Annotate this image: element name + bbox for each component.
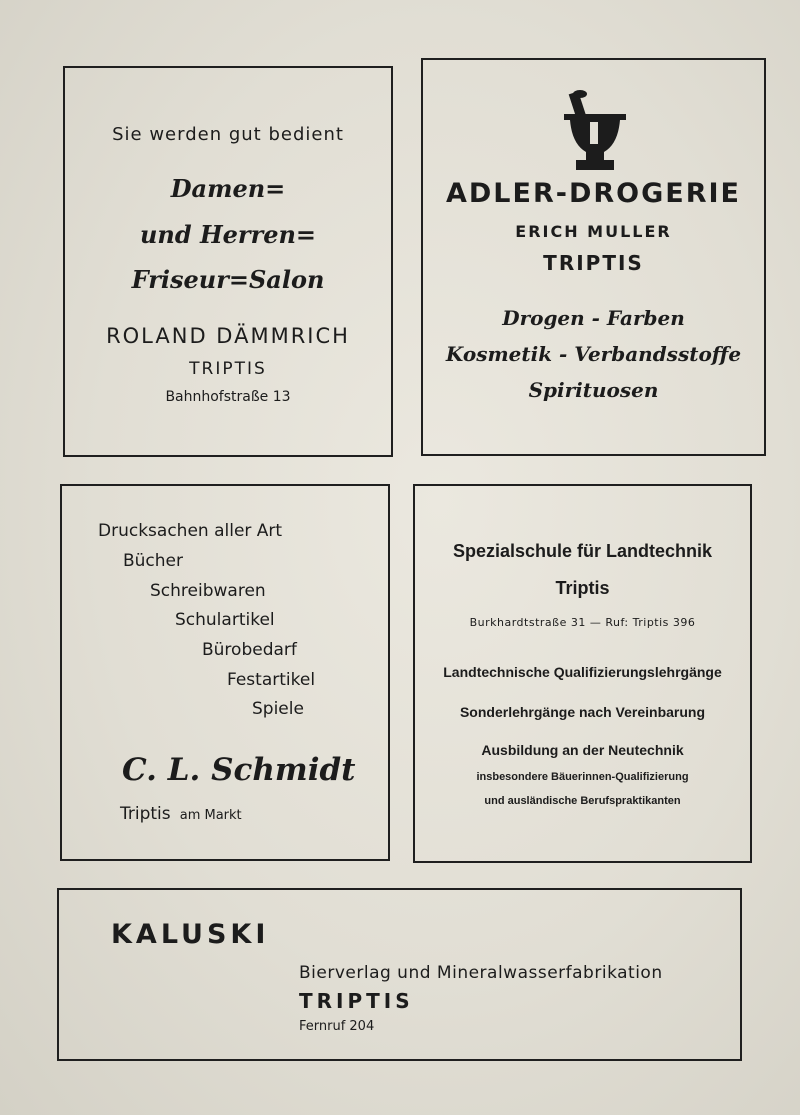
drogerie-products1: Drogen - Farben [502, 306, 685, 330]
friseur-line3: Friseur=Salon [131, 265, 325, 294]
friseur-owner: ROLAND DÄMMRICH [106, 324, 350, 348]
schmidt-item: Drucksachen aller Art [98, 521, 283, 541]
schmidt-item: Spiele [252, 699, 304, 719]
schule-course2: Sonderlehrgänge nach Vereinbarung [459, 704, 706, 720]
drogerie-owner: ERICH MULLER [515, 222, 672, 241]
schule-course3: Ausbildung an der Neutechnik [481, 742, 684, 758]
schmidt-item: Bücher [123, 551, 184, 571]
schmidt-town: Triptis [120, 804, 171, 824]
kaluski-phone: Fernruf 204 [299, 1019, 375, 1034]
drogerie-town: TRIPTIS [543, 251, 644, 275]
friseur-ad [63, 66, 393, 457]
schmidt-location: am Markt [179, 808, 242, 823]
drogerie-products2: Kosmetik - Verbandsstoffe [445, 342, 742, 366]
schmidt-item: Schreibwaren [150, 581, 266, 601]
drogerie-products3: Spirituosen [528, 378, 659, 402]
friseur-line2: und Herren= [139, 220, 317, 249]
kaluski-business: Bierverlag und Mineralwasserfabrikation [299, 963, 663, 983]
schmidt-ad [60, 484, 390, 861]
schule-title: Spezialschule für Landtechnik [452, 541, 713, 561]
schmidt-item: Bürobedarf [202, 640, 297, 660]
friseur-address: Bahnhofstraße 13 [165, 389, 291, 405]
kaluski-ad [57, 888, 742, 1061]
schule-course5: und ausländische Berufspraktikanten [484, 795, 681, 807]
schmidt-item: Festartikel [227, 670, 316, 690]
kaluski-town: TRIPTIS [299, 989, 414, 1013]
schule-course1: Landtechnische Qualifizierungslehrgänge [443, 664, 722, 680]
friseur-tagline: Sie werden gut bedient [112, 124, 344, 145]
drogerie-ad [421, 58, 766, 456]
drogerie-name: ADLER-DROGERIE [446, 178, 741, 209]
schule-course4: insbesondere Bäuerinnen-Qualifizierung [476, 771, 689, 783]
schule-contact: Burkhardtstraße 31 — Ruf: Triptis 396 [469, 616, 696, 629]
friseur-town: TRIPTIS [189, 359, 267, 379]
schmidt-item: Schulartikel [175, 610, 275, 630]
schmidt-name: C. L. Schmidt [122, 752, 356, 788]
kaluski-name: KALUSKI [111, 919, 270, 950]
schmidt-address [120, 804, 242, 824]
mortar-and-pestle-icon [560, 90, 630, 172]
friseur-line1: Damen= [170, 174, 286, 203]
schule-ad [413, 484, 752, 863]
schule-town: Triptis [555, 578, 610, 598]
